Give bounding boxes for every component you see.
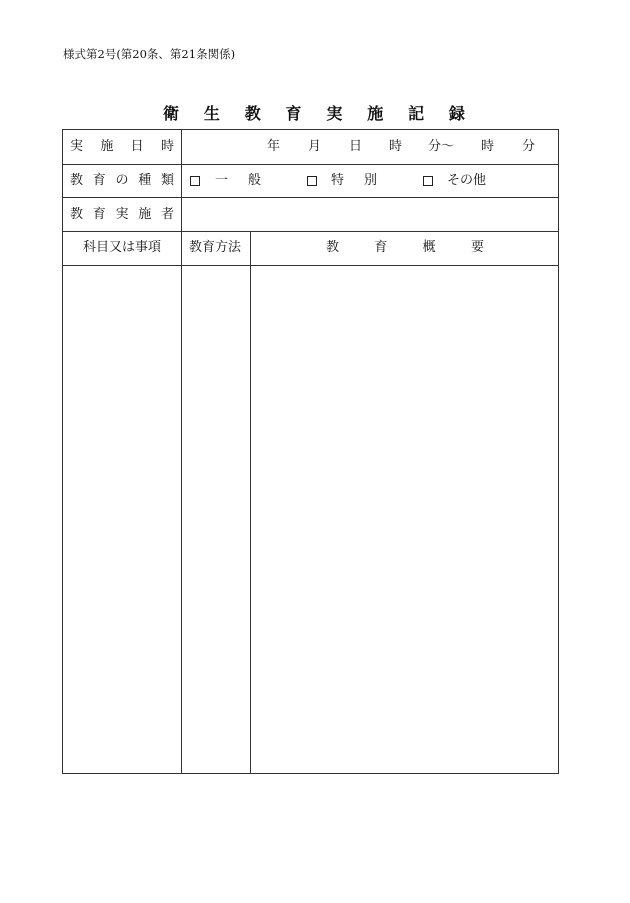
title-char: 施 xyxy=(367,104,384,123)
record-table xyxy=(62,129,559,774)
title-char: 生 xyxy=(203,104,220,123)
date-unit-day: 日 xyxy=(349,139,363,154)
date-unit-year: 年 xyxy=(267,139,281,154)
title-char: 記 xyxy=(408,104,425,123)
other-checkbox[interactable] xyxy=(423,176,433,186)
instructor-field[interactable] xyxy=(183,198,557,230)
summary-cell[interactable] xyxy=(251,266,557,773)
title-char: 教 xyxy=(244,104,261,123)
title-char: 実 xyxy=(326,104,343,123)
date-time-label: 実 施 日 時 xyxy=(70,139,174,154)
title-char: 衛 xyxy=(163,104,180,123)
option-general: 一 般 xyxy=(215,173,261,188)
instructor-label: 教 育 実 施 者 xyxy=(70,207,174,222)
special-checkbox[interactable] xyxy=(307,176,317,186)
label-column-divider xyxy=(181,130,182,231)
date-unit-month: 月 xyxy=(308,139,322,154)
method-column-header: 教育方法 xyxy=(189,240,242,255)
summary-column-header: 教 育 概 要 xyxy=(326,240,484,255)
option-special: 特 別 xyxy=(331,173,377,188)
time-unit-minute-end: 分 xyxy=(522,139,536,154)
subject-column-header: 科目又は事項 xyxy=(83,240,162,255)
time-unit-hour-end: 時 xyxy=(481,139,495,154)
time-unit-minute-start: 分〜 xyxy=(428,139,455,154)
option-other: その他 xyxy=(447,173,487,188)
method-cell[interactable] xyxy=(182,266,250,773)
time-unit-hour-start: 時 xyxy=(389,139,403,154)
row-divider xyxy=(63,164,558,165)
general-checkbox[interactable] xyxy=(190,176,200,186)
form-reference: 様式第2号(第20条、第21条関係) xyxy=(63,47,236,61)
title-char: 育 xyxy=(285,104,302,123)
education-type-label: 教 育 の 種 類 xyxy=(70,173,174,188)
row-divider xyxy=(63,231,558,232)
document-title xyxy=(163,101,465,124)
title-char: 録 xyxy=(448,104,465,123)
subject-cell[interactable] xyxy=(63,266,181,773)
